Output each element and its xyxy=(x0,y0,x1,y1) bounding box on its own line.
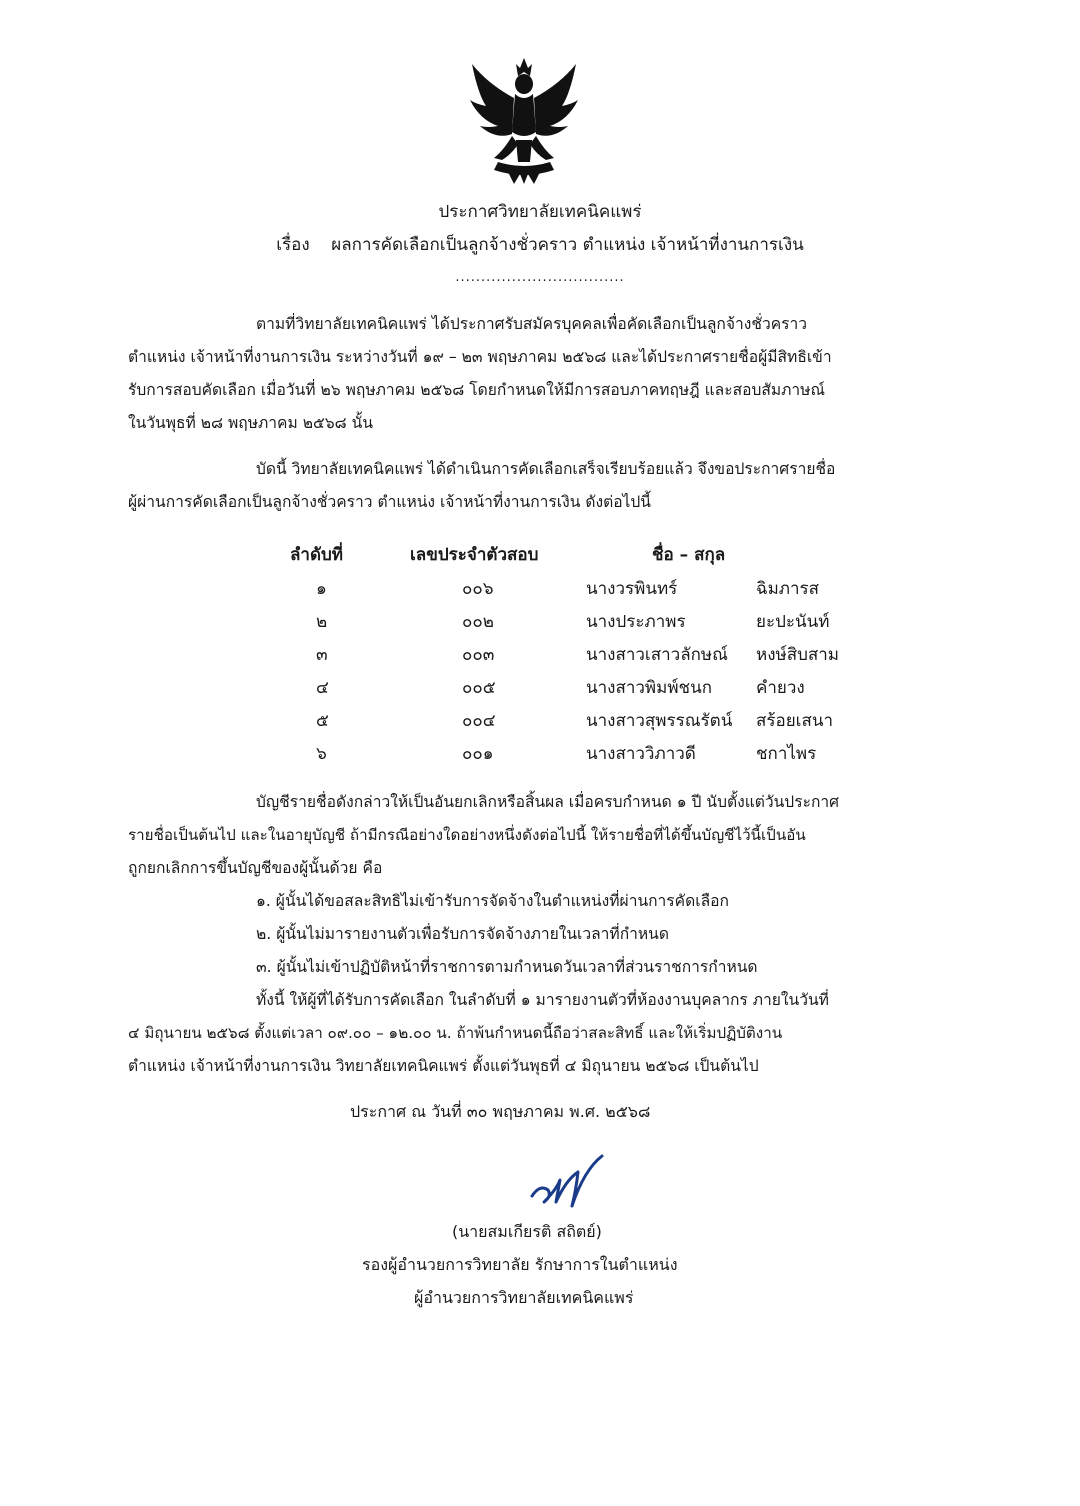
subject-line xyxy=(0,233,1080,257)
row-order: ๓ xyxy=(316,645,328,665)
para2-line2: ผู้ผ่านการคัดเลือกเป็นลูกจ้างชั่วคราว ตำแหน่ง เจ้าหน้าที่งานการเงิน ดังต่อไปนี้ xyxy=(128,493,651,511)
signer-name: (นายสมเกียรติ สถิตย์) xyxy=(452,1222,602,1241)
row-order: ๒ xyxy=(316,612,328,632)
row-exam-id: ๐๐๓ xyxy=(462,645,495,665)
row-exam-id: ๐๐๖ xyxy=(462,579,494,599)
table-header-order: ลำดับที่ xyxy=(290,545,344,565)
row-order: ๕ xyxy=(316,711,329,731)
row-last-name: หงษ์สิบสาม xyxy=(756,645,840,665)
para3-line2: รายชื่อเป็นต้นไป และในอายุบัญชี ถ้ามีกรณีอย่างใดอย่างหนึ่งดังต่อไปนี้ ให้รายชื่อที่ได้ขึ้นบัญชีไว้นี้เป็นอัน xyxy=(128,826,806,844)
para1-line2: ตำแหน่ง เจ้าหน้าที่งานการเงิน ระหว่างวันที่ ๑๙ – ๒๓ พฤษภาคม ๒๕๖๘ และได้ประกาศรายชื่อผู้มีสิทธิเข้า xyxy=(128,348,832,366)
row-order: ๔ xyxy=(316,678,329,698)
row-order: ๖ xyxy=(316,744,327,764)
row-exam-id: ๐๐๒ xyxy=(462,612,494,632)
garuda-emblem-icon xyxy=(468,54,580,186)
row-exam-id: ๐๐๑ xyxy=(462,744,494,764)
table-header-name: ชื่อ – สกุล xyxy=(652,545,726,565)
row-first-name: นางสาวเสาวลักษณ์ xyxy=(586,645,728,665)
row-last-name: ฉิมภารส xyxy=(756,579,820,599)
para2-line1: บัดนี้ วิทยาลัยเทคนิคแพร่ ได้ดำเนินการคัดเลือกเสร็จเรียบร้อยแล้ว จึงขอประกาศรายชื่อ xyxy=(256,460,836,478)
table-header-exam-id: เลขประจำตัวสอบ xyxy=(410,545,539,565)
signer-position-1: รองผู้อำนวยการวิทยาลัย รักษาการในตำแหน่ง xyxy=(362,1255,678,1274)
condition-item-3: ๓. ผู้นั้นไม่เข้าปฏิบัติหน้าที่ราชการตามกำหนดวันเวลาที่ส่วนราชการกำหนด xyxy=(256,958,758,976)
condition-item-2: ๒. ผู้นั้นไม่มารายงานตัวเพื่อรับการจัดจ้างภายในเวลาที่กำหนด xyxy=(256,925,669,943)
para4-line2: ๔ มิถุนายน ๒๕๖๘ ตั้งแต่เวลา ๐๙.๐๐ – ๑๒.๐๐ น. ถ้าพ้นกำหนดนี้ถือว่าสละสิทธิ์ และให้เริ่มปฏิบัติงาน xyxy=(128,1024,783,1042)
separator-dots: ................................. xyxy=(455,270,625,285)
para4-line1: ทั้งนี้ ให้ผู้ที่ได้รับการคัดเลือก ในลำดับที่ ๑ มารายงานตัวที่ห้องงานบุคลากร ภายในวันที่ xyxy=(256,991,829,1009)
para1-line1: ตามที่วิทยาลัยเทคนิคแพร่ ได้ประกาศรับสมัครบุคคลเพื่อคัดเลือกเป็นลูกจ้างชั่วคราว xyxy=(256,315,808,333)
row-first-name: นางสาวสุพรรณรัตน์ xyxy=(586,711,733,731)
para1-line4: ในวันพุธที่ ๒๘ พฤษภาคม ๒๕๖๘ นั้น xyxy=(128,414,373,432)
para3-line1: บัญชีรายชื่อดังกล่าวให้เป็นอันยกเลิกหรือสิ้นผล เมื่อครบกำหนด ๑ ปี นับตั้งแต่วันประกาศ xyxy=(256,793,840,811)
row-last-name: ชกาไพร xyxy=(756,744,817,764)
condition-item-1: ๑. ผู้นั้นได้ขอสละสิทธิไม่เข้ารับการจัดจ้างในตำแหน่งที่ผ่านการคัดเลือก xyxy=(256,892,729,910)
row-exam-id: ๐๐๕ xyxy=(462,678,496,698)
signer-position-2: ผู้อำนวยการวิทยาลัยเทคนิคแพร่ xyxy=(414,1288,634,1307)
row-last-name: สร้อยเสนา xyxy=(756,711,834,731)
document-title: ประกาศวิทยาลัยเทคนิคแพร่ xyxy=(438,202,642,222)
row-exam-id: ๐๐๔ xyxy=(462,711,496,731)
row-first-name: นางประภาพร xyxy=(586,612,686,632)
subject-label: เรื่อง xyxy=(276,235,310,255)
row-last-name: คำยวง xyxy=(756,678,805,698)
signature-mark-icon xyxy=(526,1150,606,1212)
para4-line3: ตำแหน่ง เจ้าหน้าที่งานการเงิน วิทยาลัยเทคนิคแพร่ ตั้งแต่วันพุธที่ ๔ มิถุนายน ๒๕๖๘ เป็นต้นไป xyxy=(128,1057,759,1075)
para1-line3: รับการสอบคัดเลือก เมื่อวันที่ ๒๖ พฤษภาคม ๒๕๖๘ โดยกำหนดให้มีการสอบภาคทฤษฎี และสอบสัมภาษณ์ xyxy=(128,381,825,399)
row-first-name: นางวรพินทร์ xyxy=(586,579,678,599)
row-first-name: นางสาวพิมพ์ชนก xyxy=(586,678,713,698)
para3-line3: ถูกยกเลิกการขึ้นบัญชีของผู้นั้นด้วย คือ xyxy=(128,859,383,877)
row-first-name: นางสาววิภาวดี xyxy=(586,744,696,764)
row-last-name: ยะปะนันท์ xyxy=(756,612,830,632)
announce-date: ประกาศ ณ วันที่ ๓๐ พฤษภาคม พ.ศ. ๒๕๖๘ xyxy=(350,1102,651,1121)
subject-text: ผลการคัดเลือกเป็นลูกจ้างชั่วคราว ตำแหน่ง เจ้าหน้าที่งานการเงิน xyxy=(331,235,804,255)
row-order: ๑ xyxy=(316,579,327,599)
